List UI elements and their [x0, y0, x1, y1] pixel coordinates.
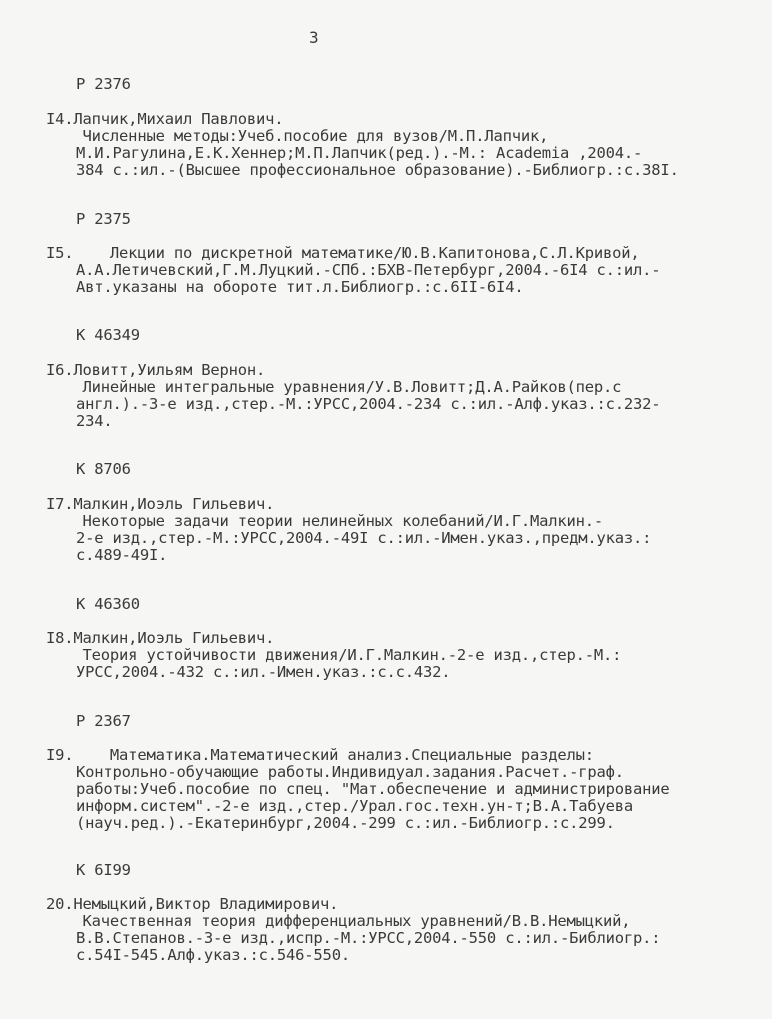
entry-line: с.489-49I. [76, 546, 168, 564]
entry-line: I4.Лапчик,Михаил Павлович. [46, 110, 284, 128]
page-number: 3 [309, 28, 319, 47]
entry-line: УРСС,2004.-432 с.:ил.-Имен.указ.:с.с.432. [76, 663, 451, 681]
entry-line: Численные методы:Учеб.пособие для вузов/М.П.Лапчик, [46, 127, 549, 145]
entry-line: I6.Ловитт,Уильям Вернон. [46, 361, 266, 379]
entry-line: англ.).-3-е изд.,стер.-М.:УРСС,2004.-234 с.:ил.-Алф.указ.:с.232- [76, 395, 661, 413]
entry-line: работы:Учеб.пособие по спец. "Мат.обеспечение и администрирование [76, 780, 670, 798]
entry-line: (науч.ред.).-Екатеринбург,2004.-299 с.:ил.-Библиогр.:с.299. [76, 814, 615, 832]
entry-line: Контрольно-обучающие работы.Индивидуал.задания.Расчет.-граф. [76, 763, 624, 781]
entry-line: 234. [76, 412, 113, 430]
entry-line: I5. Лекции по дискретной математике/Ю.В.Капитонова,С.Л.Кривой, [46, 244, 640, 262]
shelf-mark: К 6I99 [76, 861, 131, 879]
shelf-mark: Р 2375 [76, 210, 131, 228]
shelf-mark: К 8706 [76, 460, 131, 478]
entry-line: Некоторые задачи теории нелинейных колебаний/И.Г.Малкин.- [46, 512, 604, 530]
entry-line: Авт.указаны на обороте тит.л.Библиогр.:с.6II-6I4. [76, 278, 524, 296]
shelf-mark: Р 2367 [76, 712, 131, 730]
entry-line: В.В.Степанов.-3-е изд.,испр.-М.:УРСС,2004.-550 с.:ил.-Библиогр.: [76, 929, 661, 947]
entry-line: Линейные интегральные уравнения/У.В.Ловитт;Д.А.Райков(пер.с [46, 378, 622, 396]
shelf-mark: К 46349 [76, 326, 140, 344]
entry-line: I9. Математика.Математический анализ.Специальные разделы: [46, 746, 594, 764]
shelf-mark: К 46360 [76, 595, 140, 613]
entry-line: Качественная теория дифференциальных уравнений/В.В.Немыцкий, [46, 912, 631, 930]
entry-line: М.И.Рагулина,Е.К.Хеннер;М.П.Лапчик(ред.).-М.: Academia ,2004.- [76, 144, 643, 162]
entry-line: 20.Немыцкий,Виктор Владимирович. [46, 895, 339, 913]
entry-line: 2-е изд.,стер.-М.:УРСС,2004.-49I с.:ил.-Имен.указ.,предм.указ.: [76, 529, 652, 547]
shelf-mark: Р 2376 [76, 75, 131, 93]
entry-line: информ.систем".-2-е изд.,стер./Урал.гос.техн.ун-т;В.А.Табуева [76, 797, 634, 815]
entry-line: с.54I-545.Алф.указ.:с.546-550. [76, 946, 350, 964]
entry-line: Теория устойчивости движения/И.Г.Малкин.-2-е изд.,стер.-М.: [46, 646, 622, 664]
entry-line: А.А.Летичевский,Г.М.Луцкий.-СПб.:БХВ-Петербург,2004.-6I4 с.:ил.- [76, 261, 661, 279]
entry-line: I7.Малкин,Иоэль Гильевич. [46, 495, 275, 513]
entry-line: 384 с.:ил.-(Высшее профессиональное образование).-Библиогр.:с.38I. [76, 161, 679, 179]
entry-line: I8.Малкин,Иоэль Гильевич. [46, 629, 275, 647]
